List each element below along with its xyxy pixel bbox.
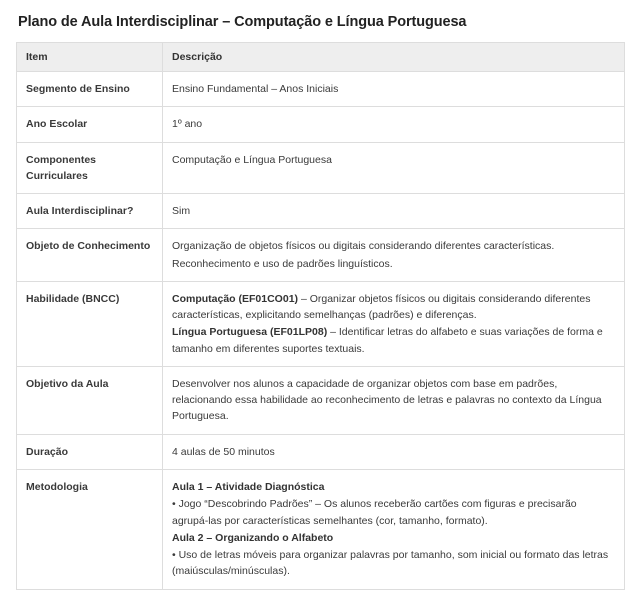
row-description — [163, 469, 625, 589]
description-line — [172, 238, 615, 254]
row-description — [163, 142, 625, 194]
description-text: Computação e Língua Portuguesa — [172, 153, 332, 166]
table-row — [17, 469, 625, 589]
description-line — [172, 81, 615, 97]
table-row — [17, 142, 625, 194]
description-line — [172, 256, 615, 272]
table-row — [17, 366, 625, 434]
description-emphasis: Computação (EF01CO01) — [172, 292, 299, 305]
table-row — [17, 229, 625, 282]
row-description — [163, 229, 625, 282]
description-line — [172, 479, 615, 495]
description-text: 1º ano — [172, 118, 203, 131]
description-line — [172, 496, 615, 529]
description-line — [172, 444, 615, 460]
table-row — [17, 194, 625, 229]
row-description — [163, 434, 625, 469]
table-header-row — [17, 43, 625, 72]
row-item-label: Habilidade (BNCC) — [17, 281, 163, 366]
description-text: – Identificar letras do alfabeto e suas variações de forma e tamanho em diferentes suportes textuais. — [172, 326, 603, 355]
description-line — [172, 547, 615, 580]
description-text: Desenvolver nos alunos a capacidade de organizar objetos com base em padrões, relacionando essa habilidade ao reconhecimento de letras e palavras no contexto da Língua Portuguesa. — [172, 377, 602, 423]
description-text: Reconhecimento e uso de padrões linguísticos. — [172, 257, 393, 270]
row-description — [163, 72, 625, 107]
row-description — [163, 107, 625, 142]
description-text: Sim — [172, 205, 191, 218]
row-item-label: Componentes Curriculares — [17, 142, 163, 194]
row-item-label: Objeto de Conhecimento — [17, 229, 163, 282]
description-text: 4 aulas de 50 minutos — [172, 445, 275, 458]
row-description — [163, 194, 625, 229]
description-emphasis: Aula 2 – Organizando o Alfabeto — [172, 531, 334, 544]
description-text: Ensino Fundamental – Anos Iniciais — [172, 83, 339, 95]
column-header-item: Item — [17, 43, 163, 72]
lesson-plan-table — [16, 42, 625, 590]
row-item-label: Aula Interdisciplinar? — [17, 194, 163, 229]
description-text: • Uso de letras móveis para organizar palavras por tamanho, som inicial ou formato das letras (maiúsculas/minúsculas). — [172, 549, 609, 578]
row-description — [163, 366, 625, 434]
row-item-label: Duração — [17, 434, 163, 469]
row-item-label: Segmento de Ensino — [17, 72, 163, 107]
table-body — [17, 72, 625, 590]
description-line — [172, 376, 615, 425]
page-title: Plano de Aula Interdisciplinar – Computação e Língua Portuguesa — [18, 14, 467, 30]
table-row — [17, 281, 625, 366]
description-text: Organização de objetos físicos ou digitais considerando diferentes características. — [172, 240, 555, 253]
description-text: – Organizar objetos físicos ou digitais considerando diferentes características, explicitando semelhanças (padrões) e diferenças. — [172, 292, 591, 322]
description-emphasis: Língua Portuguesa (EF01LP08) — [172, 326, 328, 339]
row-item-label: Ano Escolar — [17, 107, 163, 142]
description-line — [172, 324, 615, 357]
column-header-description: Descrição — [163, 43, 625, 72]
description-line — [172, 291, 615, 324]
description-text: • Jogo “Descobrindo Padrões” – Os alunos receberão cartões com figuras e precisarão agrupá-las por características semelhantes (cor, tamanho, formato). — [172, 498, 577, 527]
description-line — [172, 530, 615, 546]
table-row — [17, 72, 625, 107]
description-line — [172, 116, 615, 132]
description-line — [172, 203, 615, 219]
row-description — [163, 281, 625, 366]
table-row — [17, 107, 625, 142]
row-item-label: Metodologia — [17, 469, 163, 589]
table-row — [17, 434, 625, 469]
row-item-label: Objetivo da Aula — [17, 366, 163, 434]
table-header — [17, 43, 625, 72]
description-line — [172, 152, 615, 168]
description-emphasis: Aula 1 – Atividade Diagnóstica — [172, 480, 325, 493]
